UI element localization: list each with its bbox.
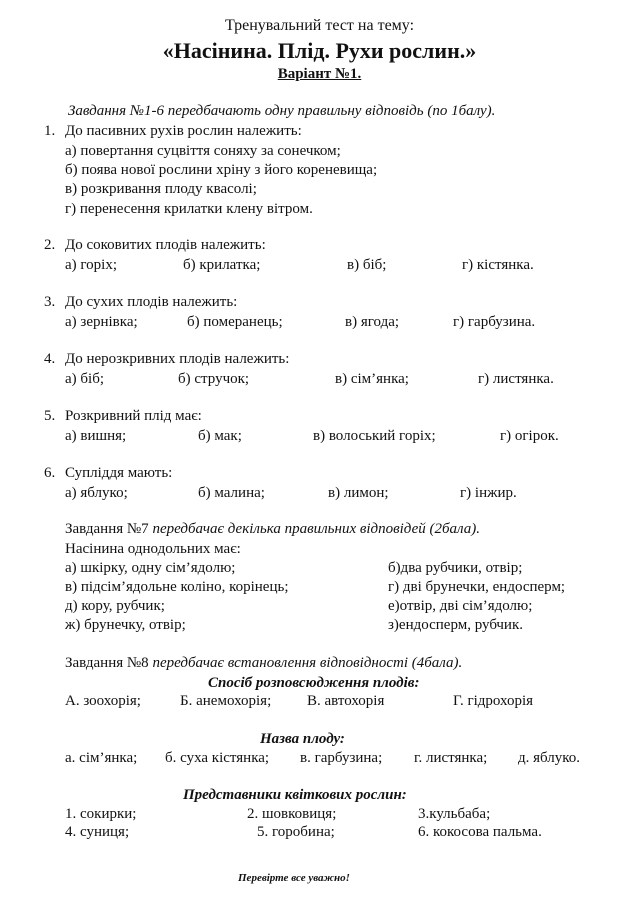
footer-note: Перевірте все уважно! [238,872,350,884]
q7-option-f: е)отвір, дві сім’ядолю; [388,598,533,614]
fruit-title: Назва плоду: [260,731,345,747]
q7-option-a: а) шкірку, одну сім’ядолю; [65,560,236,576]
q7-label: Завдання №7 [65,521,149,537]
q6-option-c: в) лимон; [328,485,389,501]
q8-heading [65,654,462,672]
dispersal-b: Б. анемохорія; [180,693,272,709]
fruit-d: г. листянка; [414,750,488,766]
q3-number: 3. [44,294,56,310]
q1-option-a: а) повертання суцвіття соняху за сонечком; [65,143,341,159]
q1-option-c: в) розкривання плоду квасолі; [65,181,257,197]
q1-option-d: г) перенесення крилатки клену вітром. [65,201,313,217]
q5-option-b: б) мак; [198,428,242,444]
fruit-b: б. суха кістянка; [165,750,270,766]
q6-number: 6. [44,465,56,481]
q3-option-d: г) гарбузина. [453,314,536,330]
fruit-a: а. сім’янка; [65,750,138,766]
q7-option-b: б)два рубчики, отвір; [388,560,523,576]
plant-5: 5. горобина; [257,824,335,840]
q3-text: До сухих плодів належить: [65,294,238,310]
q1-number: 1. [44,123,56,139]
plants-title: Представники квіткових рослин: [183,787,407,803]
q3-option-a: а) зернівка; [65,314,138,330]
plant-2: 2. шовковиця; [247,806,337,822]
q7-option-h: з)ендосперм, рубчик. [388,617,523,633]
q2-option-d: г) кістянка. [462,257,534,273]
q8-label: Завдання №8 [65,655,149,671]
q6-option-d: г) інжир. [460,485,517,501]
plant-6: 6. кокосова пальма. [418,824,542,840]
q2-text: До соковитих плодів належить: [65,237,266,253]
q2-option-a: а) горіх; [65,257,118,273]
q8-description: передбачає встановлення відповідності (4бала). [152,655,463,671]
q7-heading [65,520,480,538]
plant-3: 3.кульбаба; [418,806,491,822]
dispersal-c: В. автохорія [307,693,385,709]
q7-option-g: ж) брунечку, отвір; [65,617,186,633]
dispersal-title: Спосіб розповсюдження плодів: [208,675,420,691]
q4-option-b: б) стручок; [178,371,250,387]
q5-option-a: а) вишня; [65,428,127,444]
q4-option-a: а) біб; [65,371,105,387]
dispersal-d: Г. гідрохорія [453,693,534,709]
q2-number: 2. [44,237,56,253]
dispersal-a: А. зоохорія; [65,693,141,709]
q3-option-b: б) померанець; [187,314,283,330]
q7-description: передбачає декілька правильних відповідей (2бала). [152,521,480,537]
q5-option-c: в) волоський горіх; [313,428,436,444]
plant-1: 1. сокирки; [65,806,137,822]
q6-option-a: а) яблуко; [65,485,128,501]
q4-option-c: в) сім’янка; [335,371,409,387]
q2-option-b: б) крилатка; [183,257,261,273]
q1-text: До пасивних рухів рослин належить: [65,123,302,139]
q4-number: 4. [44,351,56,367]
test-title: «Насінина. Плід. Рухи рослин.» [162,38,477,63]
q4-option-d: г) листянка. [478,371,554,387]
fruit-c: в. гарбузина; [300,750,383,766]
q4-text: До нерозкривних плодів належить: [65,351,290,367]
q5-text: Розкривний плід має: [65,408,202,424]
q7-text: Насінина однодольних має: [65,541,241,557]
q7-option-d: г) дві брунечки, ендосперм; [388,579,566,595]
plant-4: 4. суниця; [65,824,130,840]
instruction-single-answer: Завдання №1-6 передбачають одну правильну відповідь (по 1балу). [68,103,496,119]
q3-option-c: в) ягода; [345,314,400,330]
q1-option-b: б) поява нової рослини хріну з його кореневища; [65,162,378,178]
variant-label: Варіант №1. [277,66,362,82]
q7-option-e: д) кору, рубчик; [65,598,165,614]
test-subtitle: Тренувальний тест на тему: [224,17,415,34]
q5-option-d: г) огірок. [500,428,559,444]
q7-option-c: в) підсім’ядольне коліно, корінець; [65,579,289,595]
q5-number: 5. [44,408,56,424]
fruit-e: д. яблуко. [518,750,581,766]
q6-text: Супліддя мають: [65,465,173,481]
q2-option-c: в) біб; [347,257,387,273]
q6-option-b: б) малина; [198,485,265,501]
